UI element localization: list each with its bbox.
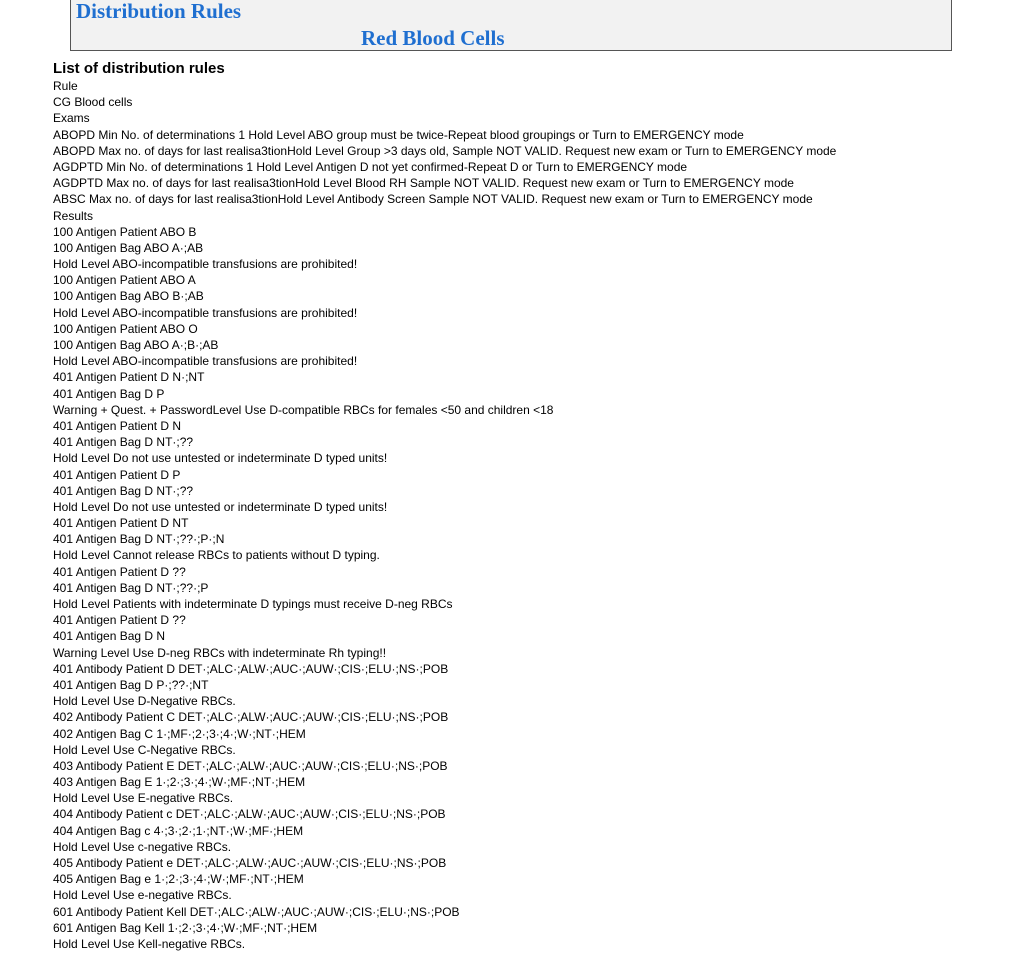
list-item: 405 Antigen Bag e 1·;2·;3·;4·;W·;MF·;NT·;HEM: [53, 872, 304, 887]
page-header: [70, 0, 952, 51]
list-item: 100 Antigen Patient ABO O: [53, 321, 198, 336]
list-item: AGDPTD Min No. of determinations 1 Hold Level Antigen D not yet confirmed-Repeat D or Turn to EMERGENCY mode: [53, 159, 688, 174]
list-item: Hold Level Use c-negative RBCs.: [53, 839, 232, 854]
list-item: 402 Antibody Patient C DET·;ALC·;ALW·;AUC·;AUW·;CIS·;ELU·;NS·;POB: [53, 710, 449, 725]
page-subtitle: Red Blood Cells: [361, 26, 505, 50]
list-item: Hold Level Use e-negative RBCs.: [53, 888, 232, 903]
list-item: Hold Level Use Kell-negative RBCs.: [53, 936, 246, 951]
list-item: Hold Level ABO-incompatible transfusions are prohibited!: [53, 354, 358, 369]
list-item: ABSC Max no. of days for last realisa3tionHold Level Antibody Screen Sample NOT VALID. Request new exam or Turn to EMERGENCY mode: [53, 192, 813, 207]
list-item: 401 Antigen Patient D N: [53, 418, 182, 433]
list-item: 401 Antigen Bag D NT·;??·;P: [53, 580, 209, 595]
list-item: Hold Level Do not use untested or indeterminate D typed units!: [53, 451, 388, 466]
list-item: Hold Level Cannot release RBCs to patients without D typing.: [53, 548, 380, 563]
rules-list: [53, 78, 1013, 952]
list-item: ABOPD Min No. of determinations 1 Hold Level ABO group must be twice-Repeat blood groupings or Turn to EMERGENCY mode: [53, 127, 744, 142]
page-title: Distribution Rules: [76, 0, 242, 23]
list-heading: List of distribution rules: [53, 60, 225, 77]
list-item: Warning + Quest. + PasswordLevel Use D-compatible RBCs for females <50 and children <18: [53, 402, 554, 417]
list-item: 404 Antigen Bag c 4·;3·;2·;1·;NT·;W·;MF·;HEM: [53, 823, 304, 838]
list-item: 100 Antigen Bag ABO A·;B·;AB: [53, 338, 219, 352]
list-item: 401 Antibody Patient D DET·;ALC·;ALW·;AUC·;AUW·;CIS·;ELU·;NS·;POB: [53, 661, 449, 676]
list-item: 100 Antigen Patient ABO B: [53, 224, 197, 239]
list-item: 404 Antibody Patient c DET·;ALC·;ALW·;AUC·;AUW·;CIS·;ELU·;NS·;POB: [53, 807, 446, 822]
list-item: 401 Antigen Bag D N: [53, 629, 166, 644]
list-item: 401 Antigen Patient D P: [53, 467, 181, 482]
list-item: 401 Antigen Bag D NT·;??·;P·;N: [53, 532, 225, 547]
list-item: 403 Antigen Bag E 1·;2·;3·;4·;W·;MF·;NT·;HEM: [53, 775, 306, 790]
list-item: 401 Antigen Bag D P: [53, 386, 165, 401]
list-item: Exams: [53, 111, 90, 126]
list-item: 401 Antigen Patient D N·;NT: [53, 370, 205, 385]
list-item: 403 Antibody Patient E DET·;ALC·;ALW·;AUC·;AUW·;CIS·;ELU·;NS·;POB: [53, 758, 448, 773]
rules-content: [53, 59, 1013, 952]
list-item: Hold Level ABO-incompatible transfusions are prohibited!: [53, 305, 358, 320]
list-item: Hold Level Patients with indeterminate D typings must receive D-neg RBCs: [53, 597, 453, 611]
list-item: 401 Antigen Bag D NT·;??: [53, 435, 194, 450]
list-item: ABOPD Max no. of days for last realisa3tionHold Level Group >3 days old, Sample NOT VALID. Request new exam or Turn to EMERGENCY mode: [53, 143, 837, 158]
list-item: 100 Antigen Bag ABO A·;AB: [53, 240, 204, 255]
list-item: CG Blood cells: [53, 95, 133, 110]
list-item: 601 Antigen Bag Kell 1·;2·;3·;4·;W·;MF·;NT·;HEM: [53, 920, 318, 935]
list-item: Warning Level Use D-neg RBCs with indeterminate Rh typing!!: [53, 645, 387, 660]
list-item: 100 Antigen Bag ABO B·;AB: [53, 289, 204, 304]
list-item: AGDPTD Max no. of days for last realisa3tionHold Level Blood RH Sample NOT VALID. Request new exam or Turn to EMERGENCY mode: [53, 176, 794, 191]
list-item: Hold Level Use C-Negative RBCs.: [53, 742, 236, 757]
list-item: Hold Level Do not use untested or indeterminate D typed units!: [53, 499, 388, 514]
list-item: 100 Antigen Patient ABO A: [53, 273, 196, 288]
list-item: 401 Antigen Patient D NT: [53, 516, 189, 531]
list-item: Hold Level ABO-incompatible transfusions are prohibited!: [53, 257, 358, 272]
list-item: 401 Antigen Patient D ??: [53, 613, 186, 628]
list-item: 401 Antigen Bag D P·;??·;NT: [53, 677, 209, 692]
list-item: Results: [53, 208, 94, 223]
list-item: 402 Antigen Bag C 1·;MF·;2·;3·;4·;W·;NT·;HEM: [53, 726, 306, 741]
list-item: 601 Antibody Patient Kell DET·;ALC·;ALW·;AUC·;AUW·;CIS·;ELU·;NS·;POB: [53, 904, 460, 919]
list-item: Hold Level Use D-Negative RBCs.: [53, 694, 236, 709]
list-item: 401 Antigen Patient D ??: [53, 564, 186, 579]
list-item: Hold Level Use E-negative RBCs.: [53, 791, 234, 806]
list-item: Rule: [53, 79, 78, 93]
list-item: 401 Antigen Bag D NT·;??: [53, 483, 194, 498]
list-item: 405 Antibody Patient e DET·;ALC·;ALW·;AUC·;AUW·;CIS·;ELU·;NS·;POB: [53, 856, 447, 870]
